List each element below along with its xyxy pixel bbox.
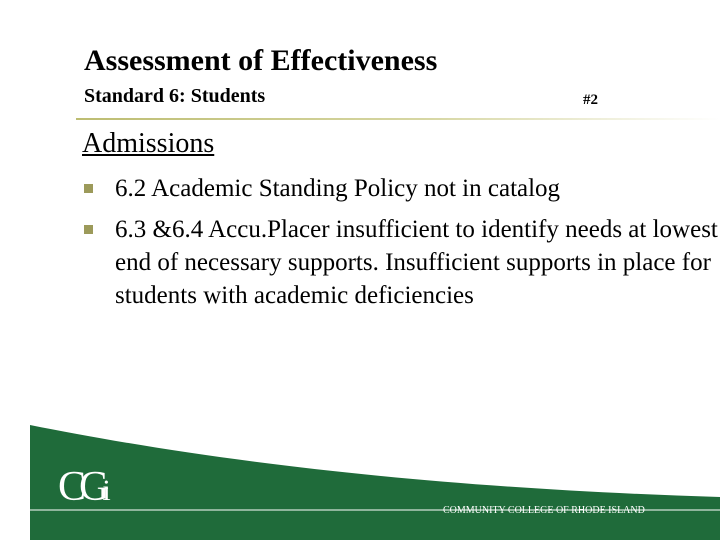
- title-divider: [76, 118, 720, 120]
- slide-number: #2: [583, 92, 598, 108]
- section-heading: Admissions: [82, 128, 215, 159]
- college-name: COMMUNITY COLLEGE OF RHODE ISLAND: [443, 505, 645, 516]
- bullet-text: 6.2 Academic Standing Policy not in catalog: [115, 175, 561, 202]
- bullet-list: [84, 172, 720, 320]
- footer-banner: [30, 425, 720, 540]
- ccri-logo: CGi: [58, 464, 111, 510]
- footer-wave-shape: [30, 425, 720, 540]
- slide-subtitle: Standard 6: Students: [84, 85, 266, 107]
- bullet-item: [84, 172, 720, 205]
- slide-title: Assessment of Effectiveness: [84, 44, 438, 77]
- square-bullet-icon: [84, 225, 93, 234]
- square-bullet-icon: [84, 184, 93, 193]
- bullet-item: [84, 213, 720, 312]
- bullet-text: 6.3 &6.4 Accu.Placer insufficient to identify needs at lowest end of necessary supports. Insufficient supports in place for students with academic deficiencies: [115, 216, 718, 309]
